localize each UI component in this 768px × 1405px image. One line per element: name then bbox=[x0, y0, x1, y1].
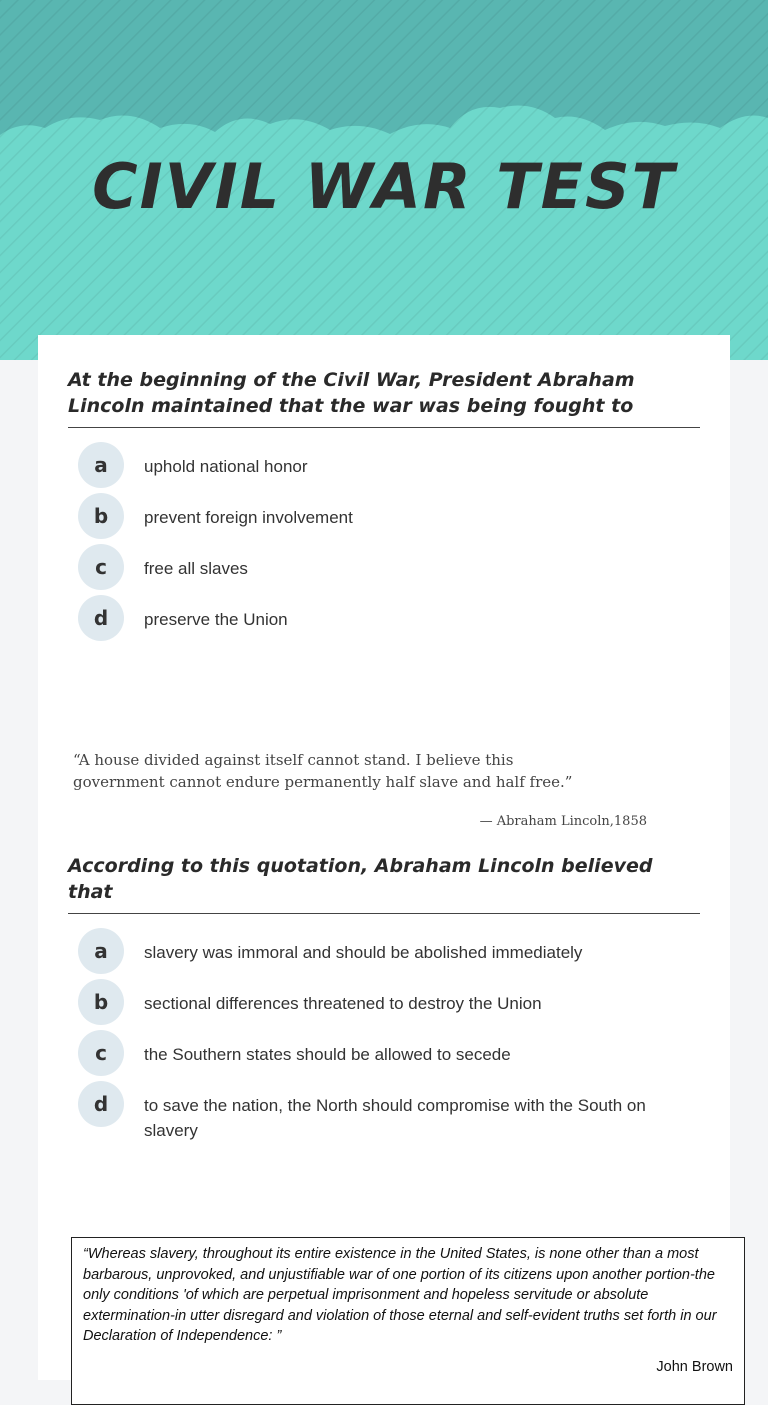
question-text: At the beginning of the Civil War, President Abraham Lincoln maintained that the war was being fought to bbox=[68, 367, 700, 428]
question-2 bbox=[68, 853, 700, 1151]
option-label: slavery was immoral and should be abolished immediately bbox=[144, 943, 583, 962]
option-label: uphold national honor bbox=[144, 457, 308, 476]
question-text: According to this quotation, Abraham Lincoln believed that bbox=[68, 853, 700, 914]
option-a[interactable] bbox=[68, 928, 700, 979]
option-label: the Southern states should be allowed to secede bbox=[144, 1045, 511, 1064]
page-title: CIVIL WAR TEST bbox=[92, 150, 676, 223]
option-letter-badge: d bbox=[78, 1081, 124, 1127]
header-banner bbox=[0, 0, 768, 360]
option-c[interactable] bbox=[68, 1030, 700, 1081]
option-b[interactable] bbox=[68, 979, 700, 1030]
option-letter-badge: d bbox=[78, 595, 124, 641]
option-d[interactable] bbox=[68, 1081, 700, 1151]
quote-text: “Whereas slavery, throughout its entire existence in the United States, is none other than a most barbarous, unprovoked, and unjustifiable war of one portion of its citizens upon another portion-the only conditions 'of which are perpetual imprisonment and hopeless servitude or absolute extermination-in utter disregard and violation of those eternal and self-evident truths set forth in our Declaration of Independence: ” bbox=[83, 1246, 717, 1344]
option-letter-badge: c bbox=[78, 1030, 124, 1076]
option-letter-badge: b bbox=[78, 493, 124, 539]
quote-attribution: John Brown bbox=[656, 1358, 733, 1375]
option-d[interactable] bbox=[68, 595, 700, 646]
option-label: free all slaves bbox=[144, 559, 248, 578]
option-b[interactable] bbox=[68, 493, 700, 544]
lincoln-quote bbox=[73, 749, 647, 833]
option-letter-badge: c bbox=[78, 544, 124, 590]
option-letter-badge: a bbox=[78, 442, 124, 488]
question-1 bbox=[68, 367, 700, 646]
options-list bbox=[68, 442, 700, 646]
option-label: sectional differences threatened to destroy the Union bbox=[144, 994, 542, 1013]
test-card bbox=[38, 335, 730, 1380]
quote-line-1: “A house divided against itself cannot stand. I believe this bbox=[73, 751, 514, 769]
quote-attribution: — Abraham Lincoln,1858 bbox=[479, 814, 647, 829]
option-label: prevent foreign involvement bbox=[144, 508, 353, 527]
quote-line-2: government cannot endure permanently half slave and half free.” bbox=[73, 773, 573, 791]
option-letter-badge: a bbox=[78, 928, 124, 974]
option-a[interactable] bbox=[68, 442, 700, 493]
options-list bbox=[68, 928, 700, 1151]
option-label: to save the nation, the North should compromise with the South on slavery bbox=[144, 1096, 646, 1140]
option-label: preserve the Union bbox=[144, 610, 288, 629]
option-c[interactable] bbox=[68, 544, 700, 595]
option-letter-badge: b bbox=[78, 979, 124, 1025]
